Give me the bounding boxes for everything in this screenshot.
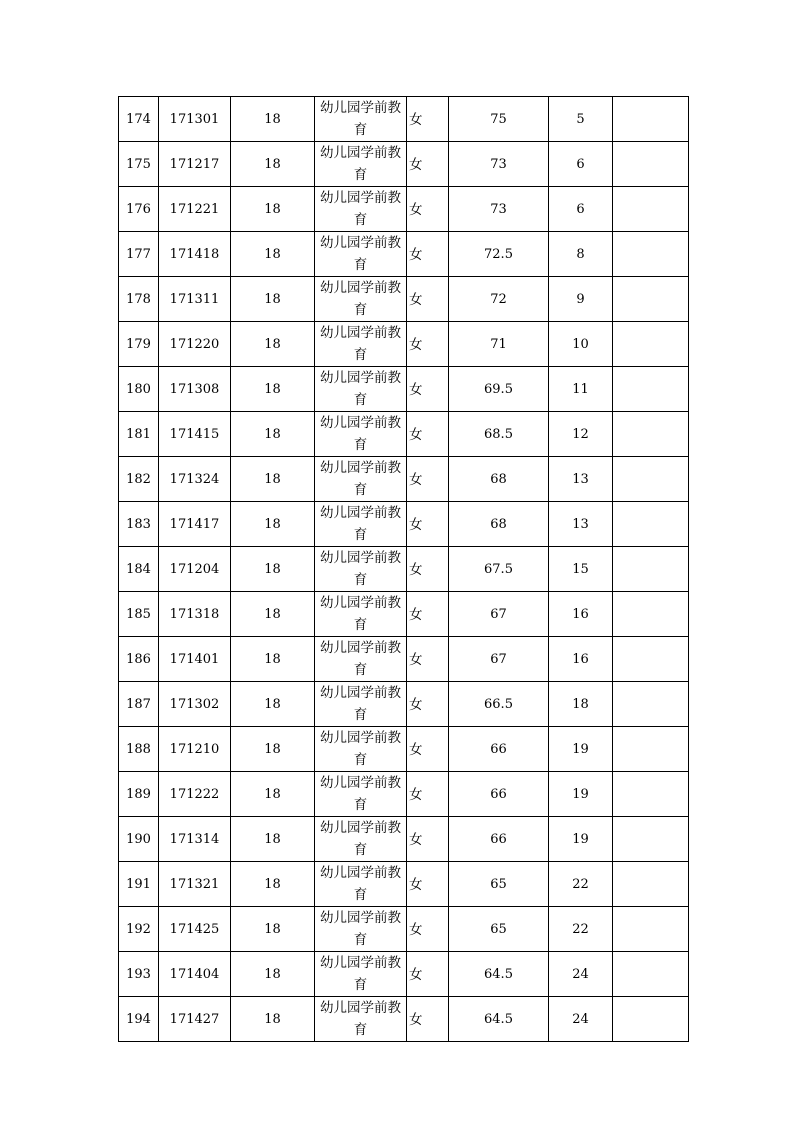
candidate-id-cell: 171222 — [159, 772, 231, 817]
gender-cell: 女 — [407, 502, 449, 547]
position-code-cell: 18 — [231, 817, 315, 862]
row-number-cell: 184 — [119, 547, 159, 592]
row-number-cell: 178 — [119, 277, 159, 322]
row-number-cell: 189 — [119, 772, 159, 817]
table-row — [119, 412, 689, 457]
rank-cell: 19 — [549, 727, 613, 772]
position-code-cell: 18 — [231, 367, 315, 412]
score-cell: 67 — [449, 637, 549, 682]
rank-cell: 9 — [549, 277, 613, 322]
position-code-cell: 18 — [231, 232, 315, 277]
row-number-cell: 177 — [119, 232, 159, 277]
score-cell: 73 — [449, 142, 549, 187]
note-cell — [613, 412, 689, 457]
rank-cell: 16 — [549, 637, 613, 682]
table-row — [119, 142, 689, 187]
table-row — [119, 682, 689, 727]
note-cell — [613, 547, 689, 592]
major-cell: 幼儿园学前教育 — [315, 457, 407, 502]
gender-cell: 女 — [407, 952, 449, 997]
rank-cell: 16 — [549, 592, 613, 637]
major-cell: 幼儿园学前教育 — [315, 997, 407, 1042]
candidate-id-cell: 171324 — [159, 457, 231, 502]
note-cell — [613, 142, 689, 187]
row-number-cell: 190 — [119, 817, 159, 862]
score-cell: 66 — [449, 727, 549, 772]
major-cell: 幼儿园学前教育 — [315, 727, 407, 772]
gender-cell: 女 — [407, 682, 449, 727]
score-cell: 68 — [449, 502, 549, 547]
major-cell: 幼儿园学前教育 — [315, 187, 407, 232]
note-cell — [613, 817, 689, 862]
rank-cell: 19 — [549, 772, 613, 817]
score-cell: 75 — [449, 97, 549, 142]
gender-cell: 女 — [407, 592, 449, 637]
row-number-cell: 185 — [119, 592, 159, 637]
row-number-cell: 176 — [119, 187, 159, 232]
gender-cell: 女 — [407, 142, 449, 187]
row-number-cell: 183 — [119, 502, 159, 547]
rank-cell: 8 — [549, 232, 613, 277]
note-cell — [613, 952, 689, 997]
table-body — [119, 97, 689, 1042]
score-cell: 65 — [449, 907, 549, 952]
major-cell: 幼儿园学前教育 — [315, 277, 407, 322]
rank-cell: 12 — [549, 412, 613, 457]
gender-cell: 女 — [407, 457, 449, 502]
candidate-id-cell: 171418 — [159, 232, 231, 277]
rank-cell: 15 — [549, 547, 613, 592]
score-cell: 68.5 — [449, 412, 549, 457]
table-row — [119, 772, 689, 817]
score-cell: 72.5 — [449, 232, 549, 277]
row-number-cell: 181 — [119, 412, 159, 457]
gender-cell: 女 — [407, 232, 449, 277]
row-number-cell: 188 — [119, 727, 159, 772]
note-cell — [613, 502, 689, 547]
score-cell: 68 — [449, 457, 549, 502]
table-row — [119, 727, 689, 772]
row-number-cell: 192 — [119, 907, 159, 952]
major-cell: 幼儿园学前教育 — [315, 547, 407, 592]
candidate-id-cell: 171301 — [159, 97, 231, 142]
candidate-id-cell: 171210 — [159, 727, 231, 772]
gender-cell: 女 — [407, 817, 449, 862]
score-table — [118, 96, 689, 1042]
row-number-cell: 191 — [119, 862, 159, 907]
table-row — [119, 952, 689, 997]
rank-cell: 5 — [549, 97, 613, 142]
candidate-id-cell: 171318 — [159, 592, 231, 637]
score-cell: 64.5 — [449, 952, 549, 997]
note-cell — [613, 637, 689, 682]
score-cell: 71 — [449, 322, 549, 367]
major-cell: 幼儿园学前教育 — [315, 952, 407, 997]
rank-cell: 11 — [549, 367, 613, 412]
major-cell: 幼儿园学前教育 — [315, 772, 407, 817]
table-row — [119, 232, 689, 277]
gender-cell: 女 — [407, 772, 449, 817]
candidate-id-cell: 171321 — [159, 862, 231, 907]
position-code-cell: 18 — [231, 502, 315, 547]
table-row — [119, 457, 689, 502]
note-cell — [613, 322, 689, 367]
rank-cell: 22 — [549, 907, 613, 952]
row-number-cell: 174 — [119, 97, 159, 142]
candidate-id-cell: 171311 — [159, 277, 231, 322]
rank-cell: 13 — [549, 457, 613, 502]
rank-cell: 6 — [549, 142, 613, 187]
note-cell — [613, 592, 689, 637]
table-row — [119, 502, 689, 547]
note-cell — [613, 772, 689, 817]
row-number-cell: 193 — [119, 952, 159, 997]
score-cell: 66.5 — [449, 682, 549, 727]
note-cell — [613, 232, 689, 277]
position-code-cell: 18 — [231, 682, 315, 727]
score-cell: 67.5 — [449, 547, 549, 592]
candidate-id-cell: 171404 — [159, 952, 231, 997]
gender-cell: 女 — [407, 997, 449, 1042]
score-cell: 66 — [449, 817, 549, 862]
candidate-id-cell: 171417 — [159, 502, 231, 547]
table-row — [119, 592, 689, 637]
table-row — [119, 637, 689, 682]
note-cell — [613, 277, 689, 322]
gender-cell: 女 — [407, 277, 449, 322]
note-cell — [613, 682, 689, 727]
candidate-id-cell: 171221 — [159, 187, 231, 232]
candidate-id-cell: 171204 — [159, 547, 231, 592]
position-code-cell: 18 — [231, 772, 315, 817]
score-cell: 73 — [449, 187, 549, 232]
major-cell: 幼儿园学前教育 — [315, 367, 407, 412]
gender-cell: 女 — [407, 412, 449, 457]
major-cell: 幼儿园学前教育 — [315, 322, 407, 367]
position-code-cell: 18 — [231, 907, 315, 952]
position-code-cell: 18 — [231, 592, 315, 637]
major-cell: 幼儿园学前教育 — [315, 232, 407, 277]
position-code-cell: 18 — [231, 457, 315, 502]
rank-cell: 22 — [549, 862, 613, 907]
position-code-cell: 18 — [231, 637, 315, 682]
note-cell — [613, 997, 689, 1042]
score-cell: 66 — [449, 772, 549, 817]
note-cell — [613, 862, 689, 907]
table-row — [119, 187, 689, 232]
position-code-cell: 18 — [231, 412, 315, 457]
position-code-cell: 18 — [231, 277, 315, 322]
score-cell: 69.5 — [449, 367, 549, 412]
position-code-cell: 18 — [231, 862, 315, 907]
rank-cell: 6 — [549, 187, 613, 232]
row-number-cell: 179 — [119, 322, 159, 367]
note-cell — [613, 367, 689, 412]
row-number-cell: 175 — [119, 142, 159, 187]
candidate-id-cell: 171302 — [159, 682, 231, 727]
position-code-cell: 18 — [231, 952, 315, 997]
gender-cell: 女 — [407, 907, 449, 952]
candidate-id-cell: 171415 — [159, 412, 231, 457]
candidate-id-cell: 171308 — [159, 367, 231, 412]
note-cell — [613, 187, 689, 232]
row-number-cell: 187 — [119, 682, 159, 727]
table-row — [119, 907, 689, 952]
position-code-cell: 18 — [231, 727, 315, 772]
gender-cell: 女 — [407, 547, 449, 592]
candidate-id-cell: 171220 — [159, 322, 231, 367]
position-code-cell: 18 — [231, 322, 315, 367]
rank-cell: 18 — [549, 682, 613, 727]
row-number-cell: 180 — [119, 367, 159, 412]
note-cell — [613, 727, 689, 772]
candidate-id-cell: 171427 — [159, 997, 231, 1042]
major-cell: 幼儿园学前教育 — [315, 682, 407, 727]
rank-cell: 10 — [549, 322, 613, 367]
note-cell — [613, 97, 689, 142]
candidate-id-cell: 171425 — [159, 907, 231, 952]
position-code-cell: 18 — [231, 97, 315, 142]
table-row — [119, 862, 689, 907]
score-cell: 65 — [449, 862, 549, 907]
candidate-id-cell: 171314 — [159, 817, 231, 862]
major-cell: 幼儿园学前教育 — [315, 97, 407, 142]
major-cell: 幼儿园学前教育 — [315, 817, 407, 862]
rank-cell: 24 — [549, 997, 613, 1042]
gender-cell: 女 — [407, 727, 449, 772]
position-code-cell: 18 — [231, 997, 315, 1042]
table-row — [119, 97, 689, 142]
rank-cell: 24 — [549, 952, 613, 997]
row-number-cell: 194 — [119, 997, 159, 1042]
table-row — [119, 547, 689, 592]
position-code-cell: 18 — [231, 142, 315, 187]
major-cell: 幼儿园学前教育 — [315, 412, 407, 457]
candidate-id-cell: 171401 — [159, 637, 231, 682]
gender-cell: 女 — [407, 187, 449, 232]
rank-cell: 13 — [549, 502, 613, 547]
major-cell: 幼儿园学前教育 — [315, 907, 407, 952]
major-cell: 幼儿园学前教育 — [315, 637, 407, 682]
note-cell — [613, 907, 689, 952]
position-code-cell: 18 — [231, 547, 315, 592]
score-cell: 72 — [449, 277, 549, 322]
table-row — [119, 997, 689, 1042]
table-row — [119, 277, 689, 322]
score-cell: 67 — [449, 592, 549, 637]
candidate-id-cell: 171217 — [159, 142, 231, 187]
row-number-cell: 182 — [119, 457, 159, 502]
gender-cell: 女 — [407, 322, 449, 367]
table-row — [119, 367, 689, 412]
row-number-cell: 186 — [119, 637, 159, 682]
gender-cell: 女 — [407, 637, 449, 682]
rank-cell: 19 — [549, 817, 613, 862]
score-cell: 64.5 — [449, 997, 549, 1042]
major-cell: 幼儿园学前教育 — [315, 142, 407, 187]
note-cell — [613, 457, 689, 502]
gender-cell: 女 — [407, 367, 449, 412]
gender-cell: 女 — [407, 97, 449, 142]
major-cell: 幼儿园学前教育 — [315, 592, 407, 637]
major-cell: 幼儿园学前教育 — [315, 862, 407, 907]
position-code-cell: 18 — [231, 187, 315, 232]
table-row — [119, 817, 689, 862]
table-row — [119, 322, 689, 367]
gender-cell: 女 — [407, 862, 449, 907]
major-cell: 幼儿园学前教育 — [315, 502, 407, 547]
